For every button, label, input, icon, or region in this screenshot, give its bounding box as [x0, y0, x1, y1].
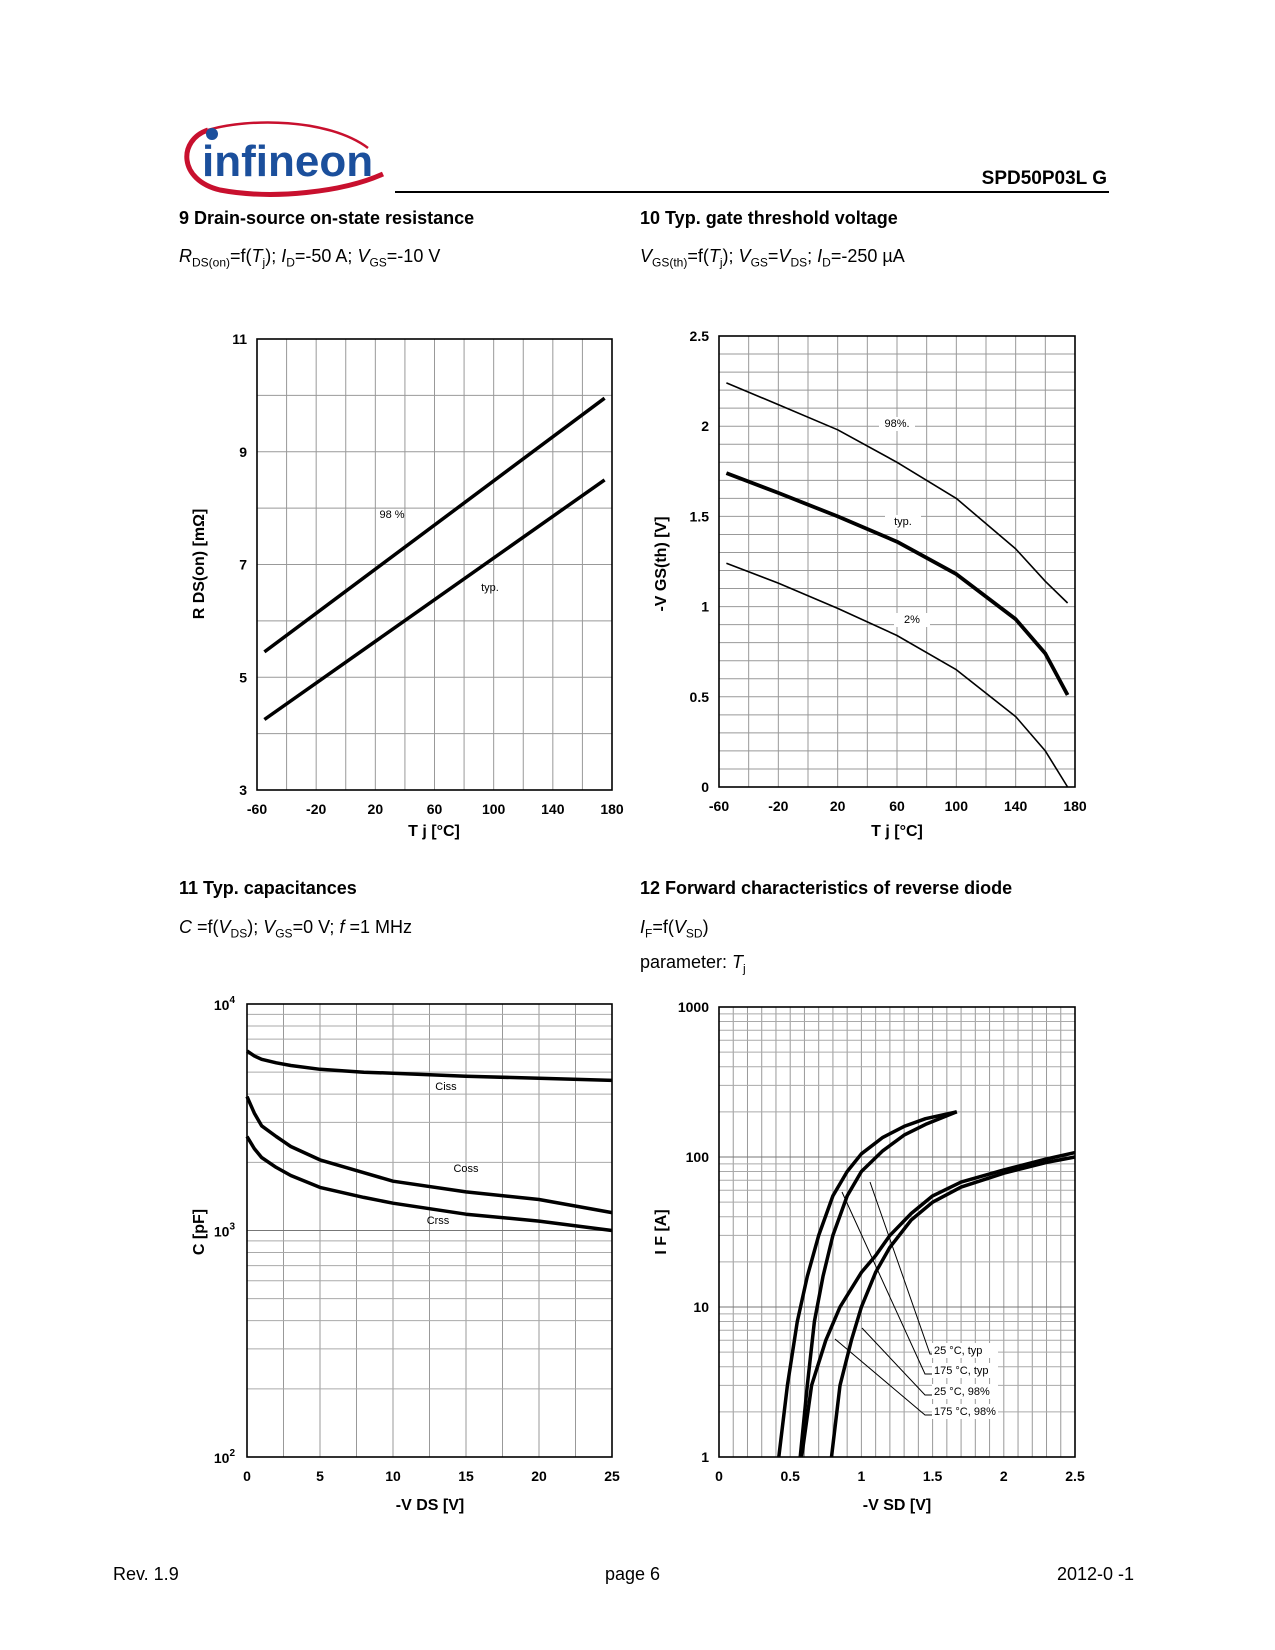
- x-tick-label: 0.5: [780, 1468, 800, 1484]
- x-tick-label: 20: [829, 798, 846, 814]
- section-12-title: 12 Forward characteristics of reverse diode: [640, 878, 1013, 898]
- part-number: SPD50P03L G: [981, 168, 1107, 189]
- curve-label: typ.: [894, 516, 912, 528]
- section-9-title: 9 Drain-source on-state resistance: [179, 208, 475, 228]
- footer-page: page 6: [605, 1564, 661, 1584]
- footer-date: 2012-0 -1: [1057, 1564, 1135, 1584]
- y-tick-label: 1: [701, 598, 709, 615]
- x-axis-label: T j [°C]: [871, 823, 923, 840]
- section-9-subtitle: $R_{DS(on)}=f(T_j)$; $I_D=-50$ A; $V_{GS}=-10$ V: [179, 246, 441, 270]
- x-tick-label: 2: [999, 1468, 1008, 1484]
- y-tick-label: 5: [239, 669, 247, 686]
- x-tick-label: 140: [541, 801, 565, 817]
- x-tick-label: 60: [889, 798, 905, 814]
- curve-label: 175 °C, 98%: [934, 1406, 996, 1418]
- x-tick-label: 180: [600, 801, 624, 817]
- y-tick-label: 0.5: [689, 688, 709, 705]
- x-tick-label: 140: [1003, 798, 1028, 814]
- chart-9-rdson: [191, 331, 624, 840]
- x-tick-label: 0: [243, 1468, 251, 1484]
- y-tick-label: $10^2$: [213, 1448, 235, 1466]
- y-tick-label: 2.5: [689, 328, 709, 344]
- plot-frame: [719, 1007, 1075, 1457]
- y-axis-label: -V GS(th) [V]: [653, 516, 670, 612]
- y-tick-label: 1: [701, 1449, 709, 1465]
- x-tick-label: 10: [385, 1468, 401, 1484]
- y-tick-label: 10: [693, 1299, 709, 1315]
- y-tick-label: 11: [232, 331, 247, 347]
- y-tick-label: 9: [239, 443, 247, 460]
- x-tick-label: 20: [367, 801, 384, 817]
- curve-label: Ciss: [435, 1081, 457, 1093]
- y-tick-label: 100: [685, 1149, 709, 1165]
- x-tick-label: 1.5: [922, 1468, 943, 1484]
- curve-label: 2%: [904, 614, 920, 626]
- chart-12-diode: [653, 999, 1085, 1514]
- y-axis-label: I F [A]: [653, 1209, 670, 1255]
- x-axis-label: -V DS [V]: [395, 1497, 465, 1514]
- logo-text: infineon: [202, 137, 374, 186]
- curve-label: 98%.: [884, 418, 910, 430]
- y-axis-label: R DS(on) [mΩ]: [191, 508, 208, 620]
- y-tick-label: 1.5: [689, 508, 709, 525]
- y-tick-label: $10^3$: [213, 1221, 235, 1240]
- chart-11-capacitances: [191, 995, 620, 1514]
- x-tick-label: -20: [768, 798, 789, 814]
- curve-label: 25 °C, 98%: [934, 1386, 990, 1398]
- y-tick-label: 3: [239, 782, 247, 798]
- chart-10-vgsth: [653, 328, 1087, 840]
- section-12-parameter: parameter: $T_j$: [640, 952, 746, 976]
- x-axis-label: T j [°C]: [408, 823, 460, 840]
- y-tick-exponent: 2: [229, 1448, 235, 1459]
- curve-label: 175 °C, typ: [934, 1365, 989, 1377]
- footer-revision: Rev. 1.9: [113, 1564, 179, 1584]
- x-tick-label: 5: [316, 1468, 324, 1484]
- section-12-subtitle: $I_F=f(V_{SD})$: [640, 917, 709, 941]
- y-tick-exponent: 4: [229, 995, 235, 1006]
- x-tick-label: 1: [857, 1468, 866, 1484]
- y-tick-exponent: 3: [229, 1221, 235, 1233]
- section-10-subtitle: $V_{GS(th)}=f(T_j)$; $V_{GS}=V_{DS}$; $I_D=-250$ µA: [640, 246, 905, 270]
- x-tick-label: 20: [531, 1468, 547, 1484]
- x-tick-label: 15: [458, 1468, 474, 1484]
- y-tick-label: $10^4$: [213, 995, 235, 1013]
- curve-label-98: 98 %: [379, 509, 405, 521]
- y-tick-label: 0: [701, 779, 709, 795]
- curve-label: Coss: [453, 1163, 479, 1175]
- y-tick-label: 7: [239, 556, 247, 573]
- x-tick-label: 2.5: [1065, 1468, 1085, 1484]
- section-11-subtitle: $C =f(V_{DS})$; $V_{GS}=0$ V; f =1 MHz: [179, 917, 412, 941]
- x-tick-label: 100: [481, 801, 506, 817]
- y-axis-label: C [pF]: [191, 1208, 208, 1256]
- section-10-title: 10 Typ. gate threshold voltage: [640, 208, 898, 228]
- x-tick-label: -60: [708, 798, 730, 814]
- x-tick-label: -60: [246, 801, 268, 817]
- y-tick-label: 1000: [677, 999, 709, 1015]
- curve-label-typ: typ.: [481, 582, 499, 594]
- x-tick-label: 25: [604, 1468, 620, 1484]
- x-tick-label: 180: [1063, 798, 1087, 814]
- x-tick-label: -20: [306, 801, 327, 817]
- y-tick-label: 2: [701, 418, 709, 435]
- section-11-title: 11 Typ. capacitances: [179, 878, 357, 898]
- x-tick-label: 60: [426, 801, 443, 817]
- curve-label: Crss: [426, 1215, 450, 1227]
- x-axis-label: -V SD [V]: [862, 1497, 932, 1514]
- curve-label: 25 °C, typ: [934, 1345, 983, 1357]
- x-tick-label: 0: [715, 1468, 723, 1484]
- x-tick-label: 100: [944, 798, 969, 814]
